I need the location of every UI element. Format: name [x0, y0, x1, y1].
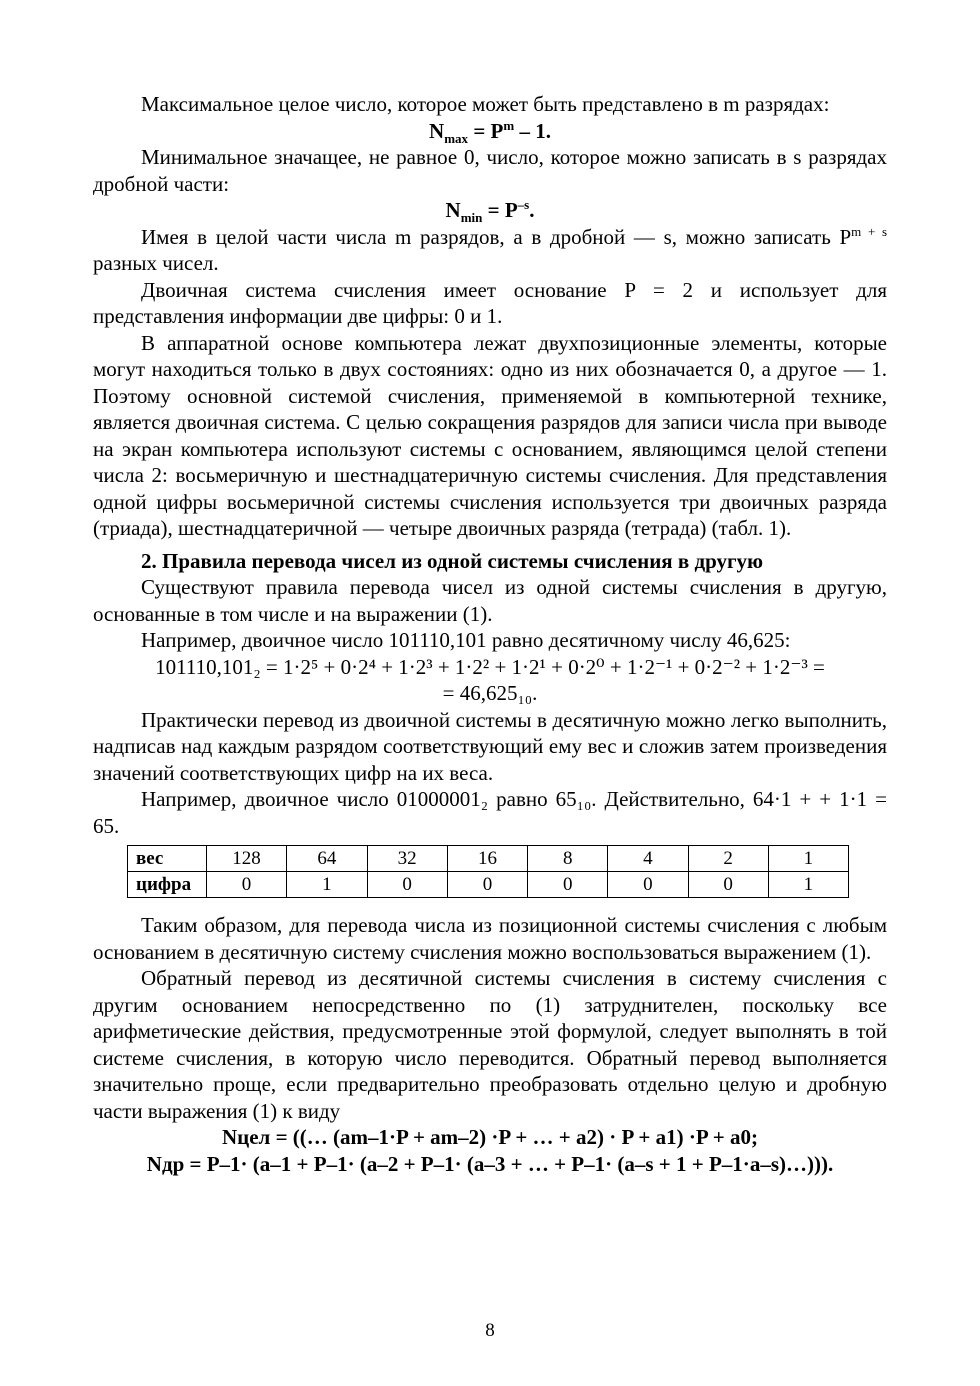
paragraph-example-65: Например, двоичное число 01000001₂ равно 65₁₀. Действительно, 64·1 + + 1·1 = 65.: [93, 787, 887, 838]
paragraph-count-numbers: Имея в целой части числа m разрядов, а в дробной — s, можно записать $P^{m + s}$ разных чисел.: [93, 223, 888, 275]
formula-fractional-part: Nдр = P–1· (a–1 + P–1· (a–2 + P–1· (a–3 + … + P–1· (a–s + 1 + P–1·a–s)…))).: [146, 1151, 834, 1176]
table-cell: 0: [688, 872, 768, 898]
table-cell: 4: [608, 846, 688, 872]
paragraph-min-value: Минимальное значащее, не равное 0, число, которое можно записать в s разрядах дробной части:: [93, 145, 887, 196]
equation-result: = 46,625₁₀.: [442, 681, 538, 705]
weights-table: [127, 845, 849, 898]
formula-nmax: $N_{max} = P^m - 1$.: [429, 117, 551, 146]
table-cell: 0: [528, 872, 608, 898]
formula-nmin: $N_{min} = P^{-s}$.: [445, 197, 535, 226]
table-cell: 0: [447, 872, 527, 898]
paragraph-conversion-rules: Существуют правила перевода чисел из одной системы счисления в другую, основанные в том числе и на выражении (1).: [93, 575, 887, 626]
paragraph-reverse-conversion: Обратный перевод из десятичной системы счисления в систему счисления с другим основанием непосредственно по (1) затруднителен, поскольку все арифметические действия, предусмотренные этой формулой, следует выполнять в той системе счисления, в которую число переводится. Обратный перевод выполняется значительно проще, если предварительно преобразовать отдельно целую и дробную части выражения (1) к виду: [93, 966, 887, 1123]
formula-integer-part: Nцел = ((… (am–1·P + am–2) ·P + … + a2) · P + a1) ·P + a0;: [221, 1125, 759, 1149]
table-row: [128, 872, 849, 898]
table-cell: 0: [367, 872, 447, 898]
table-cell: 32: [367, 846, 447, 872]
table-cell: 16: [447, 846, 527, 872]
document-page: [93, 91, 887, 1177]
paragraph-example-binary: Например, двоичное число 101110,101 равно десятичному числу 46,625:: [141, 628, 791, 652]
paragraph-binary-system: Двоичная система счисления имеет основание P = 2 и использует для представления информации две цифры: 0 и 1.: [93, 277, 887, 328]
table-row-label: вес: [128, 846, 207, 872]
paragraph-summary: Таким образом, для перевода числа из позиционной системы счисления с любым основанием в десятичную систему счисления можно воспользоваться выражением (1).: [93, 913, 887, 964]
table-cell: 1: [768, 846, 848, 872]
table-cell: 64: [287, 846, 367, 872]
table-cell: 8: [528, 846, 608, 872]
table-cell: 2: [688, 846, 768, 872]
table-cell: 0: [206, 872, 286, 898]
equation-expansion: 101110,101₂ = 1·2⁵ + 0·2⁴ + 1·2³ + 1·2² + 1·2¹ + 0·2⁰ + 1·2⁻¹ + 0·2⁻² + 1·2⁻³ =: [155, 654, 825, 679]
paragraph-practical-conversion: Практически перевод из двоичной системы в десятичную можно легко выполнить, надписав над каждым разрядом соответствующий ему вес и сложив затем произведения значений соответствующих цифр на их веса.: [93, 707, 887, 785]
table-cell: 0: [608, 872, 688, 898]
table-row-label: цифра: [128, 872, 207, 898]
paragraph-hardware: В аппаратной основе компьютера лежат двухпозиционные элементы, которые могут находиться только в двух состояниях: одно из них обозначается 0, а другое — 1. Поэтому основной системой счисления, применяемой в компьютерной технике, является двоичная система. С целью сокращения разрядов для записи числа при выводе на экран компьютера используют системы с основанием, являющимся целой степени числа 2: восьмеричную и шестнадцатеричную системы счисления. Для представления одной цифры восьмеричной системы счисления используется три двоичных разряда (триада), шестнадцатеричной — четыре двоичных разряда (тетрада) (табл. 1).: [93, 330, 887, 540]
table-cell: 1: [768, 872, 848, 898]
table-cell: 128: [206, 846, 286, 872]
table-row: [128, 846, 849, 872]
section-heading: 2. Правила перевода чисел из одной системы счисления в другую: [141, 548, 764, 573]
table-cell: 1: [287, 872, 367, 898]
page-number: 8: [485, 1320, 495, 1341]
paragraph-max-integer: Максимальное целое число, которое может быть представлено в m разрядах:: [141, 92, 830, 116]
